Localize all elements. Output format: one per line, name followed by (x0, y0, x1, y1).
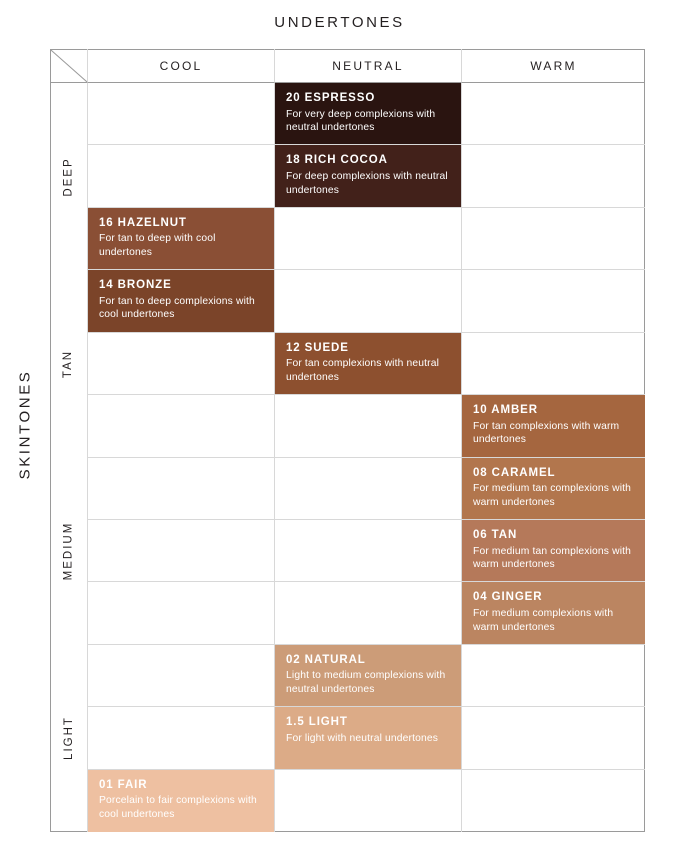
table-cell-light-warm-3 (462, 770, 645, 832)
swatch-description: For light with neutral undertones (286, 732, 439, 744)
swatch-1-5-light[interactable] (275, 707, 462, 769)
swatch-description: For deep complexions with neutral undertones (286, 171, 448, 196)
chart-title-undertones: UNDERTONES (274, 14, 405, 31)
row-group-label-deep-text: DEEP (62, 156, 75, 197)
swatch-name: 01 FAIR (99, 778, 148, 791)
swatch-description: For tan to deep with cool undertones (99, 233, 216, 259)
swatch-06-tan[interactable] (462, 520, 645, 582)
chart-title-skintones-label: SKINTONES (16, 369, 34, 480)
swatch-name: 08 CARAMEL (473, 466, 556, 479)
swatch-name: 12 SUEDE (286, 341, 349, 354)
swatch-name: 16 HAZELNUT (99, 216, 187, 229)
table-cell-tan-warm-1 (462, 270, 645, 332)
shade-matrix (50, 49, 645, 832)
table-cell-deep-cool (88, 83, 275, 145)
table-cell-medium-neutral-1 (275, 458, 462, 520)
row-group-label-deep (50, 83, 88, 270)
table-cell-deep-warm-2 (462, 145, 645, 207)
swatch-description: For very deep complexions with neutral undertones (286, 108, 436, 134)
swatch-description: For tan complexions with neutral undertones (286, 358, 440, 383)
swatch-name: 14 BRONZE (99, 279, 172, 292)
swatch-16-hazelnut[interactable] (88, 208, 275, 270)
swatch-description: For medium tan complexions with warm undertones (473, 545, 632, 571)
swatch-name: 04 GINGER (473, 591, 543, 604)
row-group-label-light-text: LIGHT (62, 716, 75, 761)
swatch-name: 06 TAN (473, 528, 518, 541)
table-cell-tan-warm-2 (462, 333, 645, 395)
column-header-cool: COOL (88, 49, 275, 83)
swatch-10-amber[interactable] (462, 395, 645, 457)
swatch-01-fair[interactable] (88, 770, 275, 832)
table-cell-light-cool-2 (88, 707, 275, 769)
table-cell-deep-neutral-3 (275, 208, 462, 270)
swatch-description: Light to medium complexions with neutral undertones (286, 670, 446, 695)
swatch-name: 20 ESPRESSO (286, 92, 376, 104)
table-cell-deep-warm-3 (462, 208, 645, 270)
matrix-corner-cell (50, 49, 88, 83)
table-cell-light-warm-2 (462, 707, 645, 769)
swatch-name: 02 NATURAL (286, 653, 366, 666)
table-cell-medium-neutral-3 (275, 582, 462, 644)
swatch-04-ginger[interactable] (462, 582, 645, 644)
table-cell-tan-cool-3 (88, 395, 275, 457)
swatch-description: For tan complexions with warm undertones (473, 420, 620, 446)
table-cell-deep-warm-1 (462, 83, 645, 145)
table-cell-deep-cool-2 (88, 145, 275, 207)
swatch-description: Porcelain to fair complexions with cool undertones (99, 795, 257, 820)
table-cell-tan-neutral-1 (275, 270, 462, 332)
swatch-18-rich-cocoa[interactable] (275, 145, 462, 207)
swatch-08-caramel[interactable] (462, 458, 645, 520)
table-cell-light-cool-1 (88, 645, 275, 707)
table-cell-medium-neutral-2 (275, 520, 462, 582)
column-header-neutral: NEUTRAL (275, 49, 462, 83)
swatch-20-espresso[interactable] (275, 83, 462, 145)
row-group-label-medium (50, 458, 88, 645)
swatch-14-bronze[interactable] (88, 270, 275, 332)
swatch-02-natural[interactable] (275, 645, 462, 707)
column-header-warm: WARM (462, 49, 645, 83)
table-cell-medium-cool-3 (88, 582, 275, 644)
swatch-12-suede[interactable] (275, 333, 462, 395)
swatch-name: 10 AMBER (473, 404, 538, 417)
swatch-description: For tan to deep complexions with cool undertones (99, 295, 255, 321)
table-cell-light-neutral-3 (275, 770, 462, 832)
row-group-label-tan (50, 270, 88, 457)
swatch-name: 1.5 LIGHT (286, 716, 348, 729)
table-cell-tan-cool-2 (88, 333, 275, 395)
swatch-description: For medium complexions with warm undertones (473, 607, 614, 633)
table-cell-medium-cool-2 (88, 520, 275, 582)
table-cell-light-warm-1 (462, 645, 645, 707)
row-group-label-light (50, 645, 88, 832)
row-group-label-tan-text: TAN (62, 349, 75, 378)
chart-title-skintones (10, 0, 40, 849)
swatch-description: For medium tan complexions with warm undertones (473, 483, 632, 508)
row-group-label-medium-text: MEDIUM (62, 521, 75, 581)
swatch-name: 18 RICH COCOA (286, 154, 388, 167)
table-cell-medium-cool-1 (88, 458, 275, 520)
table-cell-tan-neutral-3 (275, 395, 462, 457)
